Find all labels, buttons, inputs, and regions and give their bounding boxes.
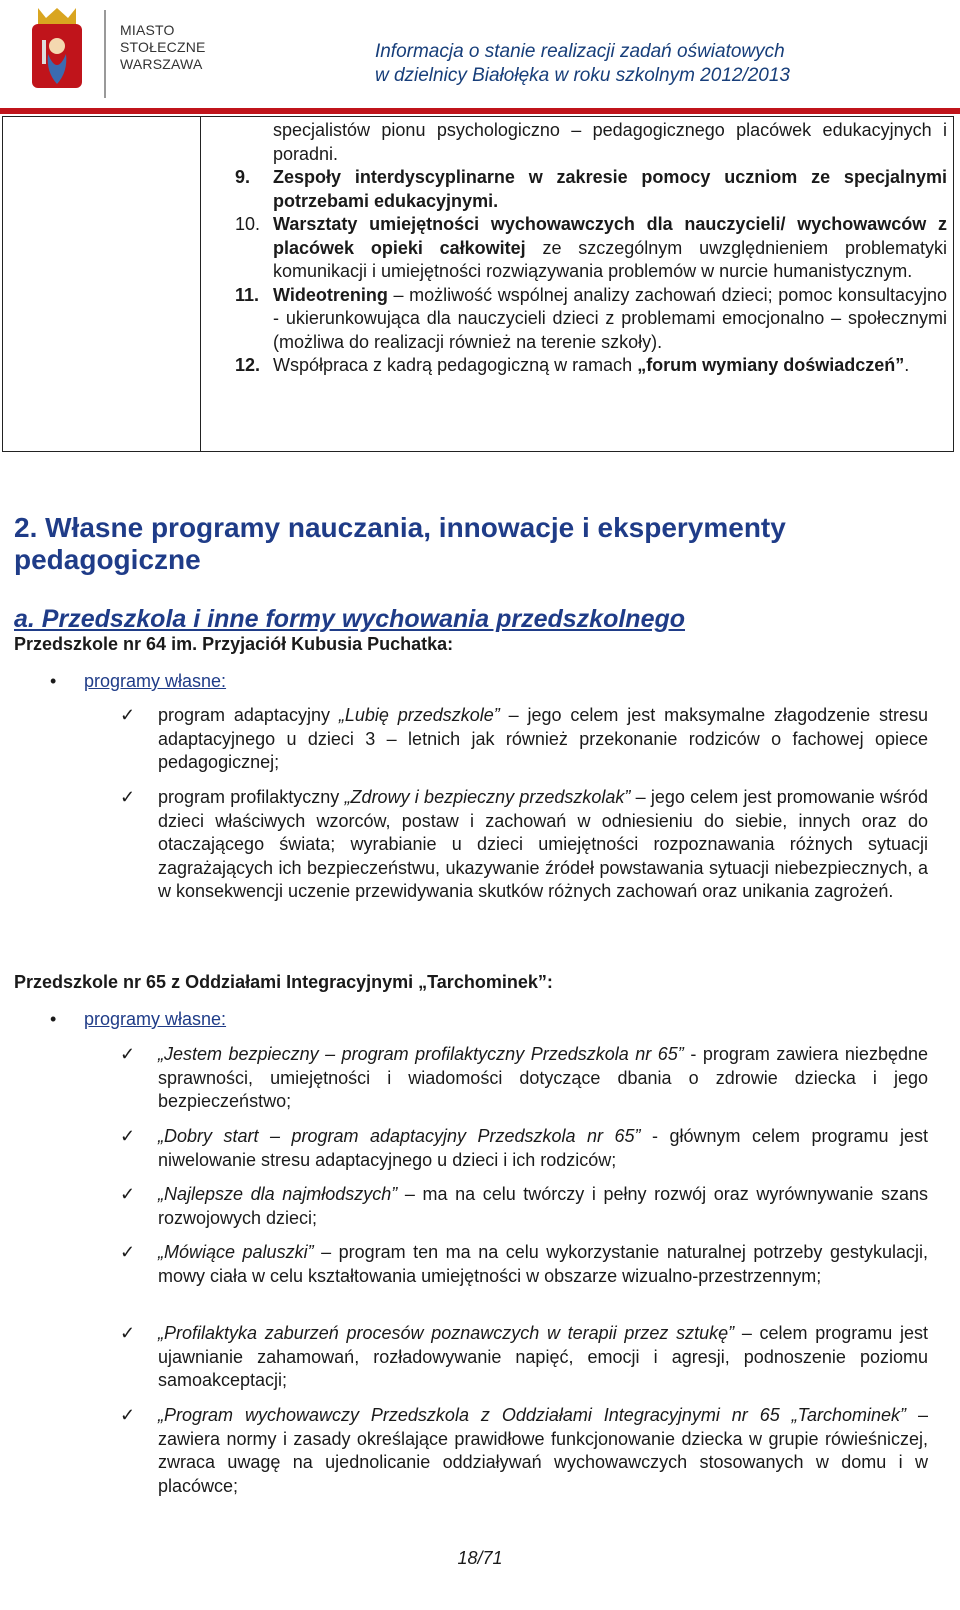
header-accent-bar (0, 108, 960, 114)
program-item (120, 1322, 928, 1393)
item-number: 10. (235, 214, 261, 234)
program-title: „Najlepsze dla najmłodszych” (158, 1184, 398, 1204)
item-bold-text: Wideotrening (273, 284, 388, 305)
program-title: „Dobry start – program adaptacyjny Przedszkola nr 65” (158, 1126, 641, 1146)
program-text: – program ten ma na celu wykorzystanie naturalnej potrzeby gestykulacji, mowy ciała w celu kształtowania umiejętności w obszarze wizualno-przestrzennym; (158, 1242, 928, 1286)
program-item (120, 1183, 928, 1230)
program-text: – jego celem jest maksymalne złagodzenie stresu adaptacyjnego u dzieci 3 – letnich jak również przekonanie rodziców o fachowej opiece pedagogicznej; (158, 705, 929, 772)
table-left-cell (3, 117, 201, 451)
checkmark-icon: ✓ (120, 1405, 136, 1425)
program-title: „Profilaktyka zaburzeń procesów poznawczych w terapii przez sztukę” (158, 1323, 735, 1343)
program-text: - program zawiera niezbędne sprawności, umiejętności i wiadomości dotyczące dbania o zdrowie dziecka i jego bezpieczeństwo; (158, 1044, 928, 1111)
item-text: Współpraca z kadrą pedagogiczną w ramach (273, 355, 638, 375)
checkmark-icon: ✓ (120, 1126, 136, 1146)
bullet-dot-icon: • (50, 1009, 57, 1029)
program-title: „Zdrowy i bezpieczny przedszkolak” (344, 787, 631, 807)
program-text: - głównym celem programu jest niwelowanie stresu adaptacyjnego u dzieci i ich rodziców; (158, 1126, 928, 1170)
item-text: ze szczególnym uwzględnieniem problematyki komunikacji i umiejętności rozwiązywania problemów w nurcie humanistycznym. (273, 237, 947, 281)
checkmark-icon: ✓ (120, 705, 136, 725)
item-text: Zespoły interdyscyplinarne w zakresie pomocy uczniom ze specjalnymi potrzebami edukacyjnymi. (273, 167, 947, 211)
program-title: „Program wychowawczy Przedszkola z Oddziałami Integracyjnymi nr 65 „Tarchominek” (158, 1405, 907, 1425)
program-text: – jego celem jest promowanie wśród dzieci właściwych wzorców, postaw i zachowań w odniesieniu do siebie, innych oraz do otaczającego świata; wyrabianie u dzieci umiejętności rozpoznawania różnych sytuacji zagrażających ich bezpieczeństwu, ukazywanie źródeł powstawania sytuacji niebezpiecznych, a w konsekwencji uczenie przewidywania skutków różnych zachowań oraz unikania zagrożeń. (158, 787, 929, 901)
subsection-heading: a. Przedszkola i inne formy wychowania przedszkolnego (14, 605, 686, 633)
programs-table (2, 116, 954, 452)
checkmark-icon: ✓ (120, 1242, 136, 1262)
city-logo-text (120, 22, 206, 73)
table-right-cell (201, 117, 953, 378)
program-text: – celem programu jest ujawnianie zahamowań, rozładowywanie napięć, emocji i agresji, podnoszenie poziomu samoakceptacji; (158, 1323, 928, 1390)
item-number: 12. (235, 355, 261, 375)
bullet-dot-icon: • (50, 671, 57, 691)
city-line: STOŁECZNE (120, 39, 206, 55)
item-text: specjalistów pionu psychologiczno – pedagogicznego placówek edukacyjnych i poradni. (273, 120, 947, 164)
table-item (235, 354, 947, 378)
table-item (235, 284, 947, 355)
kindergarten-name: Przedszkole nr 64 im. Przyjaciół Kubusia Puchatka: (14, 634, 454, 654)
program-title: „Mówiące paluszki” (158, 1242, 314, 1262)
program-title: „Jestem bezpieczny – program profilaktyczny Przedszkola nr 65” (158, 1044, 684, 1064)
item-text: . (904, 355, 910, 375)
program-item (120, 704, 928, 775)
program-item (120, 1125, 928, 1172)
program-item (120, 1404, 928, 1498)
warsaw-crest-icon (28, 6, 86, 92)
item-number: 11. (235, 284, 260, 305)
table-item (235, 166, 947, 213)
program-item (120, 786, 928, 904)
item-bold-text: Warsztaty umiejętności wychowawczych dla nauczycieli/ wychowawców z placówek opieki całkowitej (273, 214, 947, 258)
bullet-label: programy własne: (84, 1009, 227, 1029)
document-title (375, 40, 790, 88)
table-item (273, 119, 947, 166)
city-line: WARSZAWA (120, 56, 203, 72)
program-text: – zawiera normy i zasady określające prawidłowe funkcjonowanie dziecka w grupie rówieśniczej, zwraca uwagę na ujednolicanie oddziaływań wychowawczych stosowanych w domu i w placówce; (158, 1405, 928, 1496)
document-title-line: w dzielnicy Białołęka w roku szkolnym 2012/2013 (374, 65, 790, 86)
program-item (120, 1241, 928, 1288)
page-number: 18/71 (457, 1548, 503, 1568)
program-text: program adaptacyjny (158, 705, 339, 725)
table-item (235, 213, 947, 284)
checkmark-icon: ✓ (120, 1184, 136, 1204)
program-text: program profilaktyczny (158, 787, 345, 807)
page-header (0, 0, 960, 120)
program-text: – ma na celu twórczy i pełny rozwój oraz wyrównywanie szans rozwojowych dzieci; (158, 1184, 928, 1228)
checkmark-icon: ✓ (120, 787, 136, 807)
item-text: – możliwość wspólnej analizy zachowań dzieci; pomoc konsultacyjno - ukierunkowująca dla nauczycieli dzieci z problemami emocjonalno – społecznymi (możliwa do realizacji również na terenie szkoły). (273, 284, 947, 352)
program-item (120, 1043, 928, 1114)
checkmark-icon: ✓ (120, 1044, 136, 1064)
item-number: 9. (235, 167, 251, 187)
header-divider (104, 10, 106, 98)
kindergarten-name: Przedszkole nr 65 z Oddziałami Integracyjnymi „Tarchominek”: (14, 972, 553, 992)
item-bold-text: „forum wymiany doświadczeń” (637, 355, 905, 375)
section-heading: 2. Własne programy nauczania, innowacje i eksperymenty pedagogiczne (14, 512, 786, 575)
checkmark-icon: ✓ (120, 1323, 136, 1343)
bullet-label: programy własne: (84, 671, 227, 691)
program-title: „Lubię przedszkole” (338, 705, 500, 725)
city-line: MIASTO (120, 22, 175, 38)
document-title-line: Informacja o stanie realizacji zadań oświatowych (374, 41, 785, 62)
